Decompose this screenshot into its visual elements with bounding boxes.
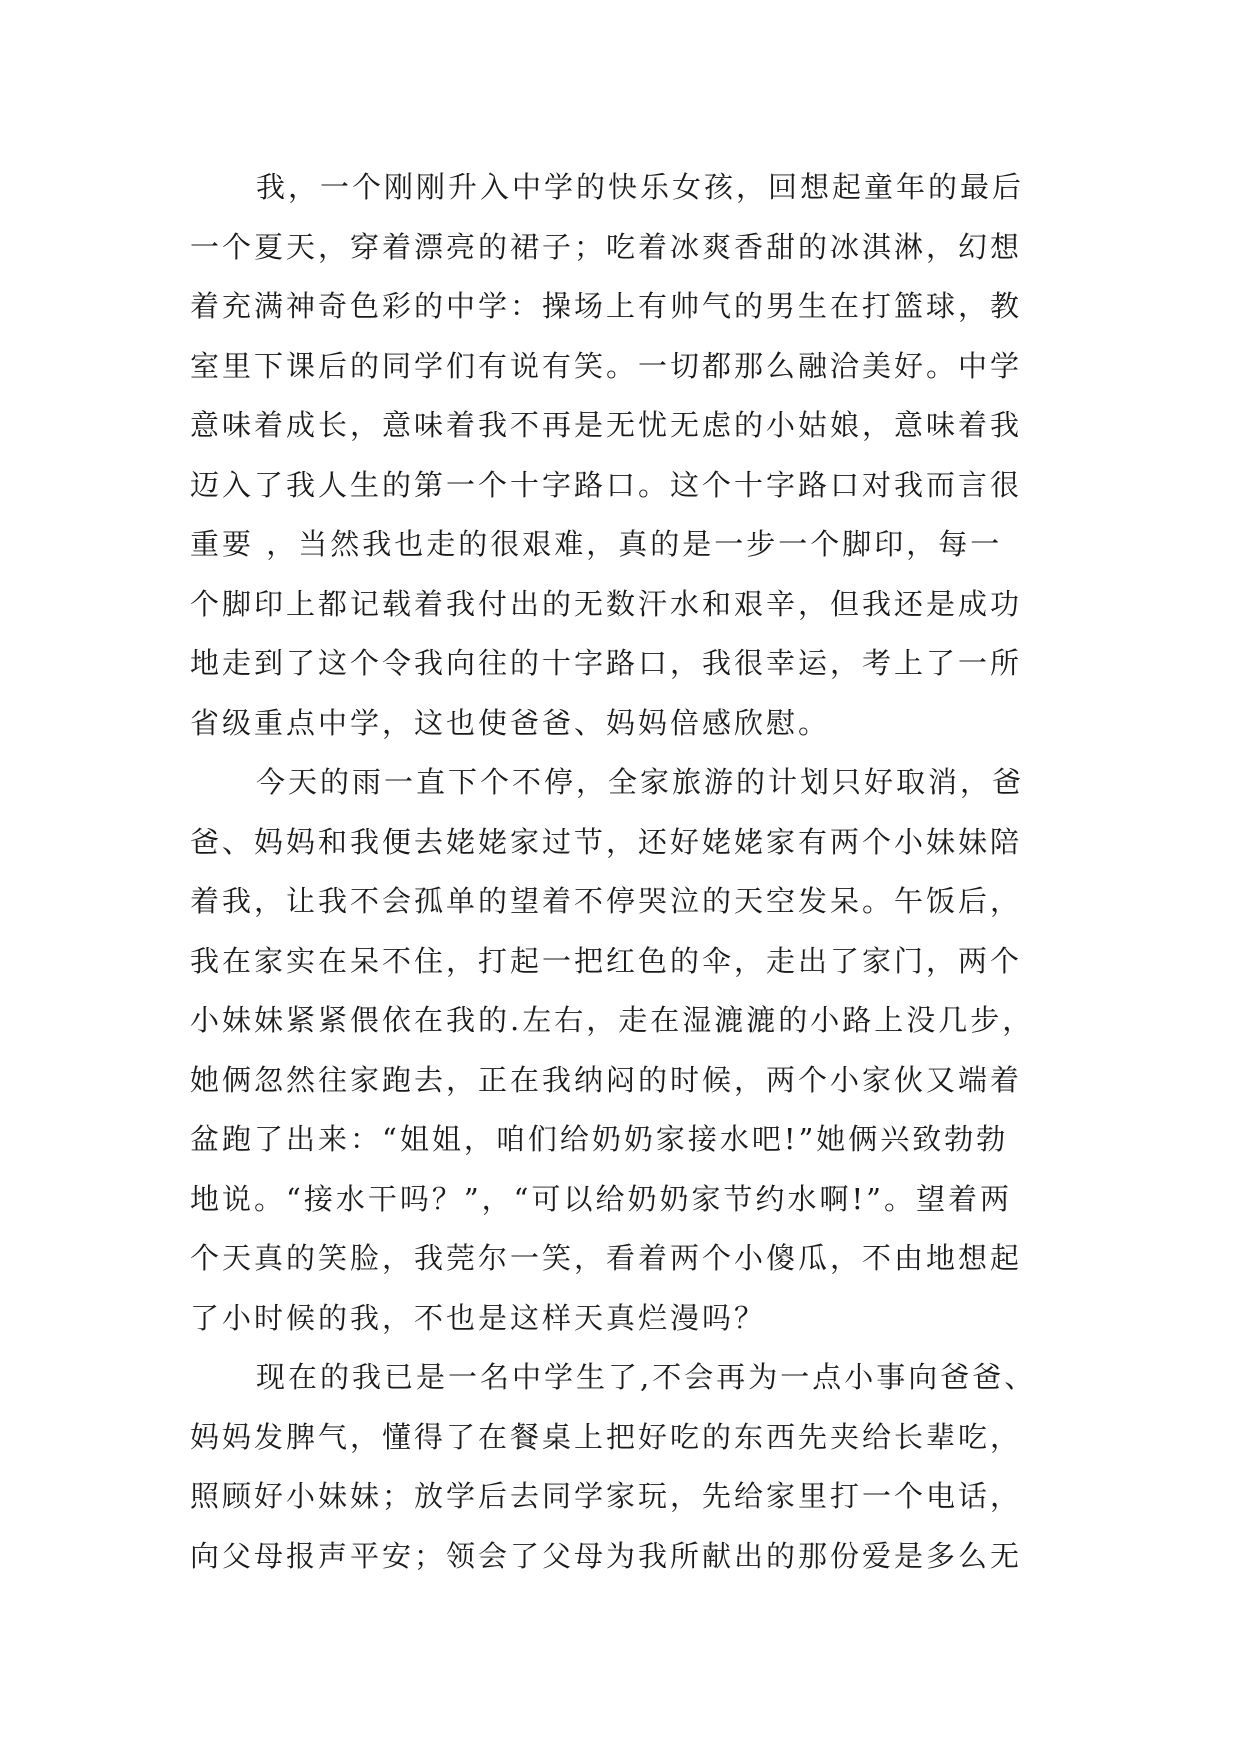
text-line: 着我，让我不会孤单的望着不停哭泣的天空发呆。午饭后， — [190, 884, 1023, 918]
paragraph — [190, 158, 1050, 753]
text-line: 她俩忽然往家跑去，正在我纳闷的时候，两个小家伙又端着 — [190, 1062, 1023, 1097]
text-line: 一个夏天，穿着漂亮的裙子；吃着冰爽香甜的冰淇淋，幻想 — [190, 229, 1023, 264]
text-line: 迈入了我人生的第一个十字路口。这个十字路口对我而言很 — [190, 467, 1023, 502]
text-line: 省级重点中学，这也使爸爸、妈妈倍感欣慰。 — [190, 705, 831, 740]
text-line: 个脚印上都记载着我付出的无数汗水和艰辛，但我还是成功 — [190, 586, 1023, 621]
paragraph — [190, 753, 1050, 1348]
text-line: 现在的我已是一名中学生了,不会再为一点小事向爸爸、 — [256, 1360, 1037, 1394]
text-line: 向父母报声平安；领会了父母为我所献出的那份爱是多么无 — [190, 1538, 1023, 1573]
text-line: 我，一个刚刚升入中学的快乐女孩，回想起童年的最后 — [256, 170, 1025, 204]
paragraph — [190, 1348, 1050, 1586]
document-body — [190, 158, 1050, 1586]
text-line: 室里下课后的同学们有说有笑。一切都那么融洽美好。中学 — [190, 348, 1023, 383]
text-line: 小妹妹紧紧偎依在我的.左右，走在湿漉漉的小路上没几步， — [190, 1003, 1035, 1037]
text-line: 我在家实在呆不住，打起一把红色的伞，走出了家门，两个 — [190, 943, 1023, 978]
text-line: 今天的雨一直下个不停，全家旅游的计划只好取消，爸 — [256, 765, 1025, 799]
text-line: 照顾好小妹妹；放学后去同学家玩，先给家里打一个电话， — [190, 1479, 1023, 1513]
text-line: 妈妈发脾气，懂得了在餐桌上把好吃的东西先夹给长辈吃， — [190, 1419, 1023, 1454]
text-line: 着充满神奇色彩的中学：操场上有帅气的男生在打篮球，教 — [190, 289, 1023, 323]
text-line: 盆跑了出来：“姐姐，咱们给奶奶家接水吧!”她俩兴致勃勃 — [190, 1122, 1009, 1156]
text-line: 重要 ，当然我也走的很艰难，真的是一步一个脚印，每一 — [190, 527, 1003, 561]
text-line: 爸、妈妈和我便去姥姥家过节，还好姥姥家有两个小妹妹陪 — [190, 824, 1023, 859]
text-line: 地说。“接水干吗？”，“可以给奶奶家节约水啊!”。望着两 — [190, 1181, 1012, 1216]
text-line: 意味着成长，意味着我不再是无忧无虑的小姑娘，意味着我 — [190, 408, 1023, 442]
text-line: 了小时候的我，不也是这样天真烂漫吗？ — [190, 1300, 767, 1335]
text-line: 个天真的笑脸，我莞尔一笑，看着两个小傻瓜，不由地想起 — [190, 1241, 1023, 1275]
text-line: 地走到了这个令我向往的十字路口，我很幸运，考上了一所 — [190, 646, 1023, 680]
